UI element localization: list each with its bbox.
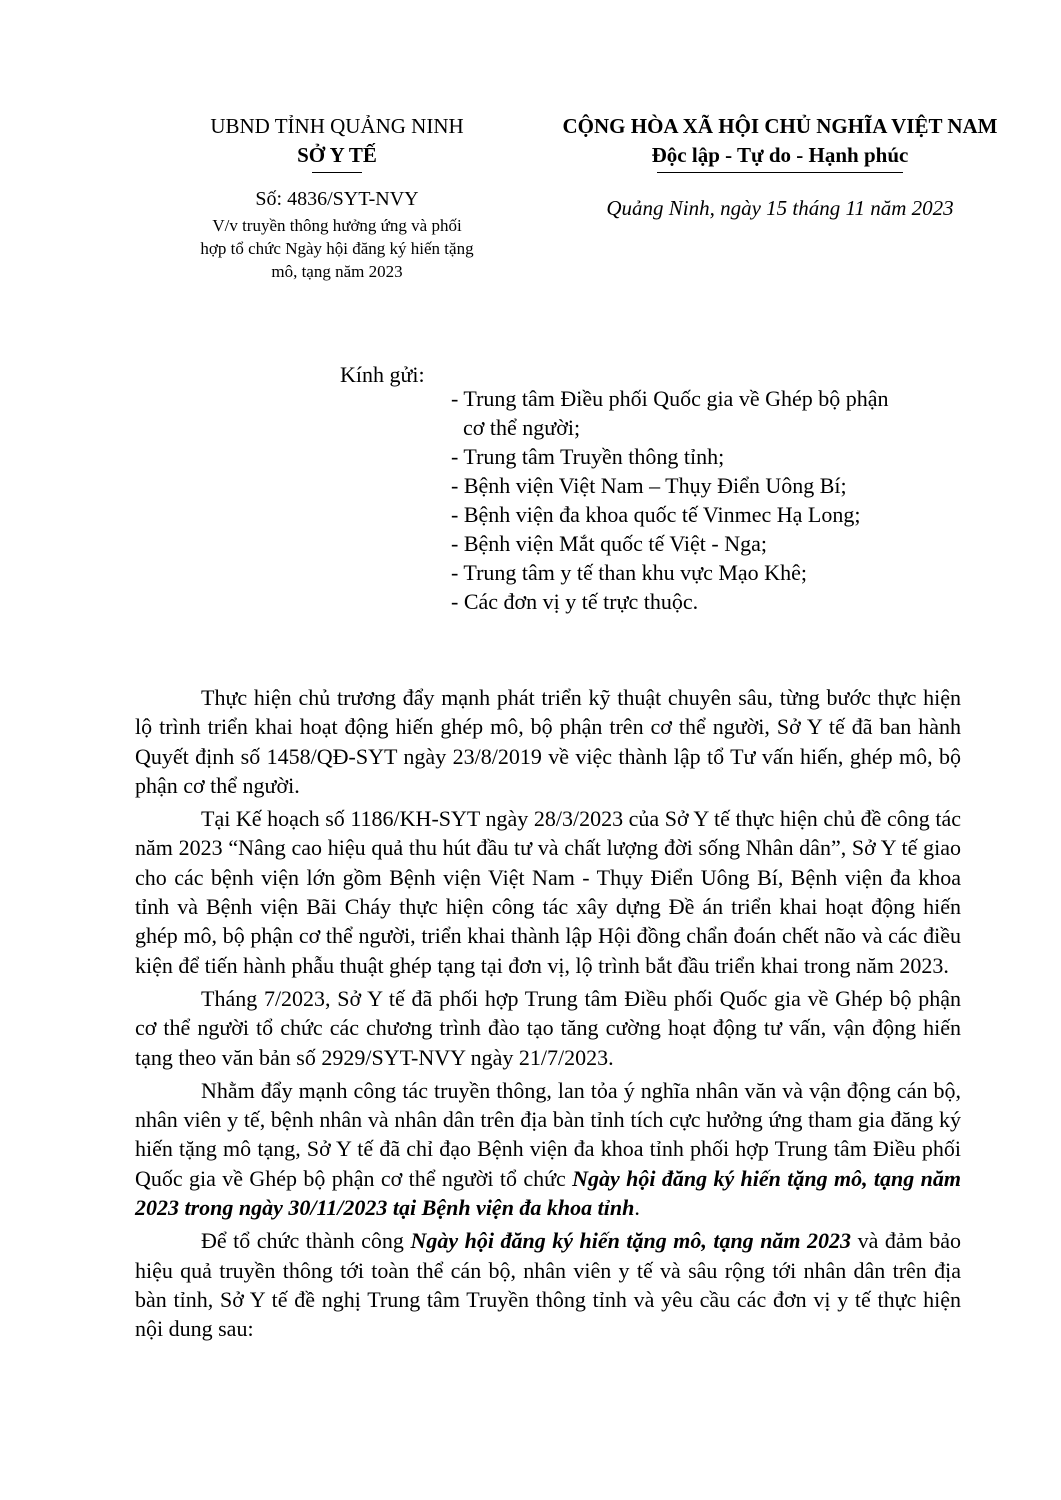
agency-underline xyxy=(312,172,362,173)
document-body xyxy=(135,683,961,1348)
recipient-item: - Bệnh viện đa khoa quốc tế Vinmec Hạ Long; xyxy=(451,502,861,527)
document-number: Số: 4836/SYT-NVY xyxy=(255,188,419,210)
recipient-item: - Trung tâm y tế than khu vực Mạo Khê; xyxy=(451,560,807,585)
body-paragraph: Tháng 7/2023, Sở Y tế đã phối hợp Trung tâm Điều phối Quốc gia về Ghép bộ phận cơ thể người tổ chức các chương trình đào tạo tăng cường hoạt động tư vấn, vận động hiến tạng theo văn bản số 2929/SYT-NVY ngày 21/7/2023. xyxy=(135,985,961,1070)
paragraph-text: Nhằm đẩy mạnh công tác truyền thông, lan tỏa ý nghĩa nhân văn và vận động cán bộ, nhân viên y tế, bệnh nhân và nhân dân trên địa bàn tỉnh tích cực hưởng ứng tham gia đăng ký hiến tặng mô tạng, Sở Y tế đã chỉ đạo Bệnh viện đa khoa tỉnh phối hợp Trung tâm Điều phối Quốc gia về Ghép bộ phận cơ thể người tổ chức xyxy=(135,1077,961,1191)
recipient-item: - Trung tâm Truyền thông tỉnh; xyxy=(451,444,725,469)
paragraph-text: Để tổ chức thành công xyxy=(201,1228,411,1254)
place-and-date: Quảng Ninh, ngày 15 tháng 11 năm 2023 xyxy=(606,196,954,220)
recipient-item: - Trung tâm Điều phối Quốc gia về Ghép bộ phận xyxy=(451,386,889,411)
recipient-item: - Các đơn vị y tế trực thuộc. xyxy=(451,589,699,614)
subject-line: V/v truyền thông hưởng ứng và phối xyxy=(212,216,462,235)
paragraph-text: . xyxy=(634,1195,640,1221)
recipient-item: - Bệnh viện Việt Nam – Thụy Điển Uông Bí; xyxy=(451,473,847,498)
national-title: CỘNG HÒA XÃ HỘI CHỦ NGHĨA VIỆT NAM xyxy=(562,114,998,138)
paragraph-text: và đảm bảo hiệu quả truyền thông tới toàn thể cán bộ, nhân viên y tế và sâu rộng tới nhân dân trên địa bàn tỉnh, Sở Y tế đề nghị Trung tâm Truyền thông tỉnh và yêu cầu các đơn vị y tế thực hiện nội dung sau: xyxy=(135,1228,962,1342)
document-subject xyxy=(162,214,512,283)
national-motto: Độc lập - Tự do - Hạnh phúc xyxy=(651,143,909,167)
subject-line: mô, tạng năm 2023 xyxy=(271,262,403,281)
recipient-item: cơ thể người; xyxy=(463,415,581,440)
body-paragraph: Thực hiện chủ trương đẩy mạnh phát triển kỹ thuật chuyên sâu, từng bước thực hiện lộ trình triển khai hoạt động hiến ghép mô, bộ phận trên cơ thể người, Sở Y tế đã ban hành Quyết định số 1458/QĐ-SYT ngày 23/8/2019 về việc thành lập tổ Tư vấn hiến, ghép mô, bộ phận cơ thể người. xyxy=(135,685,961,798)
recipients-label: Kính gửi: xyxy=(340,362,425,387)
recipients-list xyxy=(451,384,889,616)
issuing-agency-parent: UBND TỈNH QUẢNG NINH xyxy=(210,114,464,138)
issuing-agency: SỞ Y TẾ xyxy=(297,143,377,167)
subject-line: hợp tổ chức Ngày hội đăng ký hiến tặng xyxy=(200,239,474,258)
event-emphasis: Ngày hội đăng ký hiến tặng mô, tạng năm 2023 trong ngày 30/11/2023 tại Bệnh viện đa khoa tỉnh xyxy=(135,1165,961,1221)
recipient-item: - Bệnh viện Mắt quốc tế Việt - Nga; xyxy=(451,531,767,556)
body-paragraph xyxy=(135,1226,961,1343)
body-paragraph: Tại Kế hoạch số 1186/KH-SYT ngày 28/3/2023 của Sở Y tế thực hiện chủ đề công tác năm 2023 “Nâng cao hiệu quả thu hút đầu tư và chất lượng đời sống Nhân dân”, Sở Y tế giao cho các bệnh viện lớn gồm Bệnh viện Việt Nam - Thụy Điển Uông Bí, Bệnh viện đa khoa tỉnh và Bệnh viện Bãi Cháy thực hiện công tác xây dựng Đề án triển khai hoạt động hiến ghép mô, bộ phận cơ thể người, triển khai thành lập Hội đồng chẩn đoán chết não và các điều kiện để tiến hành phẫu thuật ghép tạng tại đơn vị, lộ trình bắt đầu triển khai trong năm 2023. xyxy=(135,806,961,978)
motto-underline xyxy=(657,172,903,173)
event-emphasis: Ngày hội đăng ký hiến tặng mô, tạng năm 2023 xyxy=(410,1228,852,1254)
body-paragraph xyxy=(135,1076,961,1222)
